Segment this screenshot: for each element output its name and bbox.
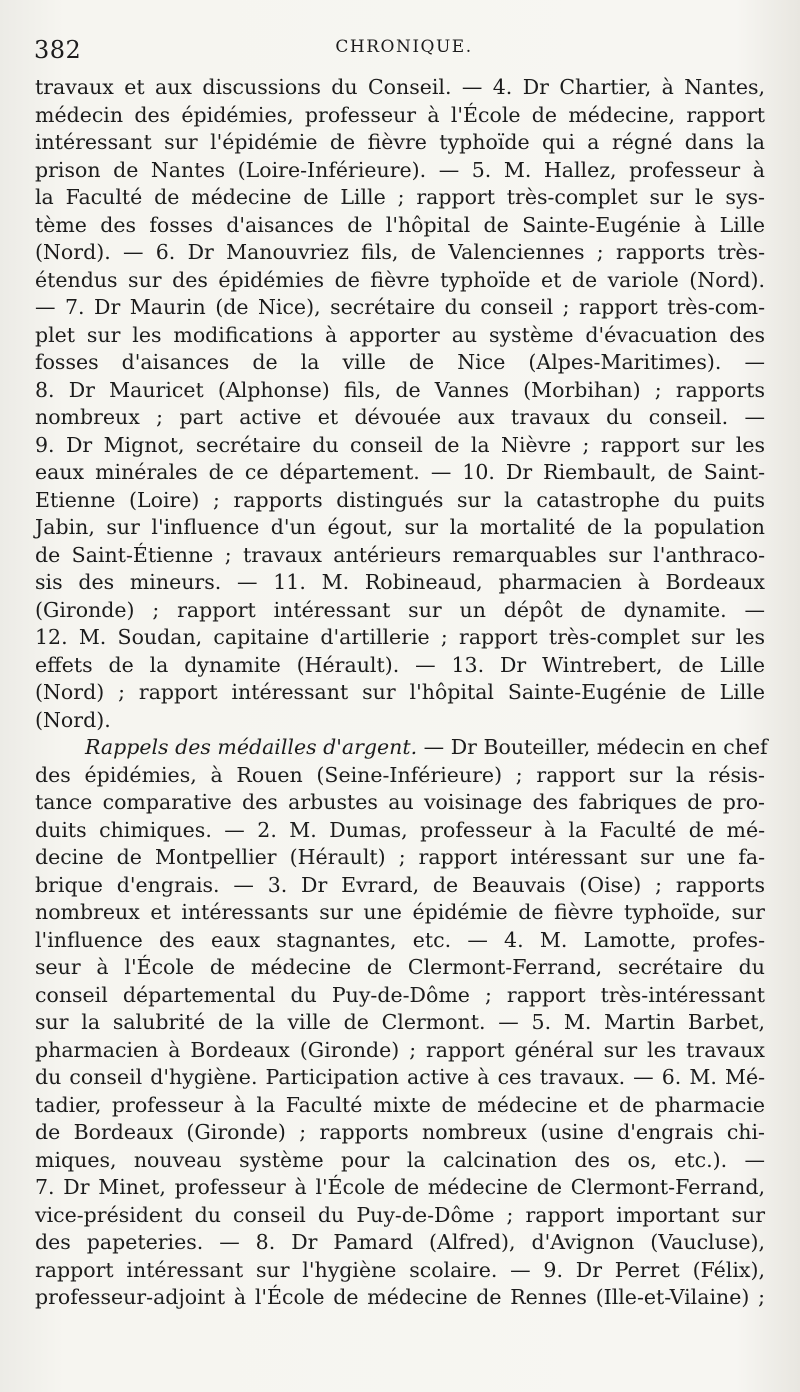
running-head: CHRONIQUE. xyxy=(335,37,473,57)
text-line: duits chimiques. — 2. M. Dumas, professeur à la Faculté de mé- xyxy=(35,817,765,842)
text-line: fosses d'aisances de la ville de Nice (Alpes-Maritimes). — xyxy=(35,350,765,374)
text-line: sis des mineurs. — 11. M. Robineaud, pharmacien à Bordeaux xyxy=(35,570,765,594)
text-line: 7. Dr Minet, professeur à l'École de médecine de Clermont-Ferrand, xyxy=(35,1175,765,1199)
text-line: 12. M. Soudan, capitaine d'artillerie ; rapport très-complet sur les xyxy=(35,625,765,649)
text-line: Etienne (Loire) ; rapports distingués sur la catastrophe du puits xyxy=(35,487,765,512)
text-body xyxy=(35,74,768,1312)
text-line: des papeteries. — 8. Dr Pamard (Alfred), d'Avignon (Vaucluse), xyxy=(35,1230,765,1254)
text-line: conseil départemental du Puy-de-Dôme ; rapport très-intéressant xyxy=(35,982,765,1007)
text-line: étendus sur des épidémies de fièvre typhoïde et de variole (Nord). xyxy=(35,267,765,292)
text-line: de Bordeaux (Gironde) ; rapports nombreux (usine d'engrais chi- xyxy=(35,1120,765,1144)
text-line: (Gironde) ; rapport intéressant sur un dépôt de dynamite. — xyxy=(35,597,765,622)
text-line: — Dr Bouteiller, médecin en chef xyxy=(423,735,768,759)
text-line: tance comparative des arbustes au voisinage des fabriques de pro- xyxy=(35,790,765,814)
text-line: effets de la dynamite (Hérault). — 13. Dr Wintrebert, de Lille xyxy=(35,652,765,677)
text-line: sur la salubrité de la ville de Clermont. — 5. M. Martin Barbet, xyxy=(35,1010,765,1034)
page-number: 382 xyxy=(34,36,82,64)
text-line-with-heading xyxy=(35,734,768,762)
text-line: — 7. Dr Maurin (de Nice), secrétaire du conseil ; rapport très-com- xyxy=(35,295,765,319)
text-line: seur à l'École de médecine de Clermont-Ferrand, secrétaire du xyxy=(35,955,765,979)
text-line: plet sur les modifications à apporter au système d'évacuation des xyxy=(35,322,765,347)
text-line: 8. Dr Mauricet (Alphonse) fils, de Vannes (Morbihan) ; rapports xyxy=(35,377,765,402)
page-header xyxy=(34,30,774,66)
text-line: prison de Nantes (Loire-Inférieure). — 5. M. Hallez, professeur à xyxy=(35,157,765,182)
text-line: l'influence des eaux stagnantes, etc. — 4. M. Lamotte, profes- xyxy=(35,927,765,952)
text-line: (Nord). xyxy=(35,707,111,732)
text-line: nombreux et intéressants sur une épidémie de fièvre typhoïde, sur xyxy=(35,900,765,924)
text-line: tème des fosses d'aisances de l'hôpital de Sainte-Eugénie à Lille xyxy=(35,212,765,237)
text-line: la Faculté de médecine de Lille ; rapport très-complet sur le sys- xyxy=(35,185,765,209)
text-line: pharmacien à Bordeaux (Gironde) ; rapport général sur les travaux xyxy=(35,1037,765,1062)
text-line: médecin des épidémies, professeur à l'École de médecine, rapport xyxy=(35,102,765,127)
text-line: tadier, professeur à la Faculté mixte de médecine et de pharmacie xyxy=(35,1092,765,1117)
text-line: (Nord) ; rapport intéressant sur l'hôpital Sainte-Eugénie de Lille xyxy=(35,680,765,704)
text-line: des épidémies, à Rouen (Seine-Inférieure) ; rapport sur la résis- xyxy=(35,762,765,787)
text-line: 9. Dr Mignot, secrétaire du conseil de la Nièvre ; rapport sur les xyxy=(35,432,765,457)
text-line: brique d'engrais. — 3. Dr Evrard, de Beauvais (Oise) ; rapports xyxy=(35,872,765,897)
text-line: intéressant sur l'épidémie de fièvre typhoïde qui a régné dans la xyxy=(35,130,765,154)
section-heading: Rappels des médailles d'argent. xyxy=(85,735,418,759)
text-line: du conseil d'hygiène. Participation active à ces travaux. — 6. M. Mé- xyxy=(35,1065,765,1089)
text-line: Jabin, sur l'influence d'un égout, sur la mortalité de la population xyxy=(35,515,765,539)
text-line: vice-président du conseil du Puy-de-Dôme ; rapport important sur xyxy=(35,1202,765,1227)
text-line: decine de Montpellier (Hérault) ; rapport intéressant sur une fa- xyxy=(35,845,765,869)
text-line: nombreux ; part active et dévouée aux travaux du conseil. — xyxy=(35,405,765,429)
text-line: travaux et aux discussions du Conseil. — 4. Dr Chartier, à Nantes, xyxy=(35,75,765,99)
text-line: (Nord). — 6. Dr Manouvriez fils, de Valenciennes ; rapports très- xyxy=(35,240,765,264)
text-line: eaux minérales de ce département. — 10. Dr Riembault, de Saint- xyxy=(35,460,765,484)
text-line: professeur-adjoint à l'École de médecine de Rennes (Ille-et-Vilaine) ; xyxy=(35,1285,765,1309)
text-line: de Saint-Étienne ; travaux antérieurs remarquables sur l'anthraco- xyxy=(35,542,765,567)
text-line: rapport intéressant sur l'hygiène scolaire. — 9. Dr Perret (Félix), xyxy=(35,1257,765,1282)
text-line: miques, nouveau système pour la calcination des os, etc.). — xyxy=(35,1147,765,1172)
